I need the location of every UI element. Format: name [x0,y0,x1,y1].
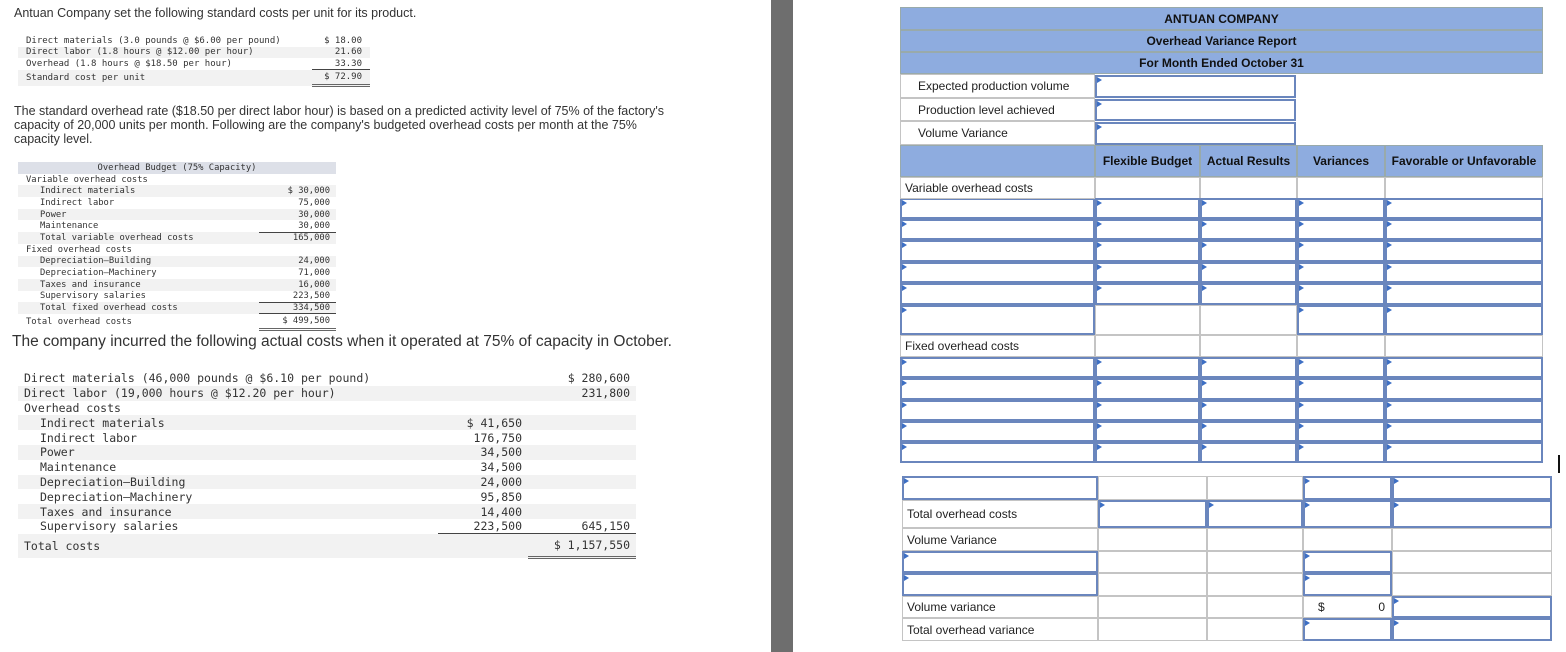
row-label: Overhead (1.8 hours @ $18.50 per hour) [26,58,232,69]
variable-heading: Variable overhead costs [26,174,148,185]
row-label: Indirect labor [40,197,115,208]
row-label: Indirect materials [40,415,165,430]
blank-cell [1200,335,1297,357]
variance-input[interactable] [1297,219,1385,240]
blank-cell [1207,528,1303,551]
actual-results-input[interactable] [1200,442,1297,463]
row-value: 24,000 [298,256,330,267]
row-value: 16,000 [298,279,330,290]
row-value: 34,500 [480,460,522,475]
volume-variance-value-cell [1303,596,1392,618]
row-label: Standard cost per unit [26,72,146,83]
blank-cell [1098,618,1207,641]
blank-cell [1297,335,1385,357]
actual-results-input[interactable] [1200,400,1297,421]
row-value: 165,000 [292,233,330,244]
row-value: $ 41,650 [466,415,522,430]
expected-volume-input[interactable] [1095,75,1296,98]
variance-input[interactable] [1297,421,1385,442]
row-label: Depreciation—Machinery [40,489,193,504]
fixed-overhead-label: Fixed overhead costs [900,335,1095,357]
row-label-input[interactable] [900,357,1095,378]
volume-variance-label: Volume variance [902,596,1098,618]
row-value: 33.30 [312,58,371,70]
row-value: 14,400 [480,504,522,519]
actual-results-input[interactable] [1200,378,1297,400]
blank-cell [1098,551,1207,573]
row-value: 75,000 [298,197,330,208]
blank-cell [1297,177,1385,199]
actual-results-input[interactable] [1200,198,1297,219]
row-value: $ 72.90 [312,70,371,86]
variance-input[interactable] [1303,573,1392,596]
favorable-unfavorable-select[interactable] [1385,240,1543,262]
row-label-input[interactable] [900,283,1095,305]
favorable-unfavorable-select[interactable] [1385,442,1543,463]
variance-input[interactable] [1297,262,1385,283]
blank-cell [1200,177,1297,199]
favorable-unfavorable-select[interactable] [1385,198,1543,219]
variance-input[interactable] [1297,240,1385,262]
column-header-actual-results: Actual Results [1200,145,1297,177]
row-label: Indirect materials [40,186,136,197]
volume-variance-value: 0 [1378,600,1385,614]
row-value: 231,800 [581,386,630,401]
variance-input[interactable] [1303,618,1392,641]
row-label: Total costs [24,538,101,553]
row-value: 24,000 [480,474,522,489]
actual-results-input[interactable] [1200,357,1297,378]
report-title: Overhead Variance Report [900,30,1543,52]
row-value: 95,850 [480,489,522,504]
flexible-budget-input[interactable] [1095,442,1200,463]
blank-cell [1207,476,1303,500]
row-value: 30,000 [298,209,330,220]
volume-variance-head-label: Volume Variance [902,528,1098,551]
table-row [18,70,370,86]
standard-cost-table [18,35,370,87]
variance-input[interactable] [1303,476,1392,500]
achieved-level-input[interactable] [1095,99,1296,121]
variance-input[interactable] [1303,500,1392,528]
blank-cell [1098,596,1207,618]
row-label: Power [40,209,67,220]
blank-cell [1385,177,1543,199]
blank-cell [1303,528,1392,551]
overhead-heading: Overhead costs [24,400,121,415]
row-value: $ 280,600 [567,371,630,386]
row-label-input[interactable] [902,476,1098,500]
row-label-input[interactable] [900,219,1095,240]
flexible-budget-input[interactable] [1095,421,1200,442]
actual-costs-table [18,371,636,559]
variance-input[interactable] [1303,551,1392,573]
flexible-budget-input[interactable] [1095,262,1200,283]
variance-input[interactable] [1297,442,1385,463]
favorable-unfavorable-select[interactable] [1392,476,1552,500]
flexible-budget-input[interactable] [1095,219,1200,240]
row-label-input[interactable] [900,305,1095,335]
blank-cell [1095,335,1200,357]
actual-results-input[interactable] [1207,500,1303,528]
variance-input[interactable] [1297,305,1385,335]
row-value: $ 1,157,550 [528,534,636,558]
row-value: $ 18.00 [324,35,362,46]
blank-cell [1200,305,1297,335]
flexible-budget-input[interactable] [1095,240,1200,262]
row-label-input[interactable] [900,240,1095,262]
row-value: $ 30,000 [287,186,330,197]
row-label-input[interactable] [900,421,1095,442]
row-label-input[interactable] [900,400,1095,421]
blank-cell [1207,551,1303,573]
blank-cell [1095,177,1200,199]
row-value: 71,000 [298,268,330,279]
overhead-budget-table [18,162,336,331]
total-overhead-label: Total overhead costs [902,500,1098,528]
variance-input[interactable] [1297,357,1385,378]
favorable-unfavorable-select[interactable] [1385,219,1543,240]
actual-results-input[interactable] [1200,240,1297,262]
panel-divider[interactable] [771,0,793,652]
flexible-budget-input[interactable] [1098,500,1207,528]
blank-cell [1098,476,1207,500]
blank-cell [1207,596,1303,618]
favorable-unfavorable-select[interactable] [1385,357,1543,378]
actual-results-input[interactable] [1200,421,1297,442]
table-row [18,58,370,70]
favorable-unfavorable-select[interactable] [1385,378,1543,400]
row-label: Total fixed overhead costs [40,303,178,314]
blank-cell [1392,528,1552,551]
row-label: Total overhead costs [26,316,132,327]
row-value: 176,750 [473,430,522,445]
row-label: Maintenance [40,221,99,232]
favorable-unfavorable-select[interactable] [1392,618,1552,641]
flexible-budget-input[interactable] [1095,283,1200,305]
currency-symbol: $ [1318,600,1325,614]
variance-input[interactable] [1297,198,1385,219]
row-value: $ 499,500 [259,314,336,330]
overhead-rate-paragraph: The standard overhead rate ($18.50 per direct labor hour) is based on a predicted activity level of 75% of the factory's capacity of 20,000 units per month. Following are the company's budgeted overhead costs per month at the 75% capacity level. [14,104,664,146]
favorable-unfavorable-select[interactable] [1385,305,1543,335]
flexible-budget-input[interactable] [1095,198,1200,219]
row-value: 645,150 [528,519,636,534]
blank-cell [1392,573,1552,596]
row-label: Depreciation—Machinery [40,268,157,279]
table-row [18,35,370,47]
blank-cell [1392,551,1552,573]
table-row [18,47,370,59]
favorable-unfavorable-select[interactable] [1385,400,1543,421]
actual-costs-intro: The company incurred the following actual costs when it operated at 75% of capacity in October. [12,333,672,350]
row-label: Indirect labor [40,430,137,445]
row-label-input[interactable] [902,573,1098,596]
volume-variance-top-input[interactable] [1095,122,1296,145]
column-header-favorable-unfavorable: Favorable or Unfavorable [1385,145,1543,177]
volume-variance-top-label: Volume Variance [900,121,1095,145]
text-cursor [1558,455,1560,473]
variance-input[interactable] [1297,378,1385,400]
report-period: For Month Ended October 31 [900,52,1543,74]
row-value: 223,500 [259,291,336,303]
row-label: Depreciation—Building [40,474,186,489]
expected-volume-label: Expected production volume [900,74,1095,98]
report-company: ANTUAN COMPANY [900,7,1543,30]
flexible-budget-input[interactable] [1095,378,1200,400]
row-label: Total variable overhead costs [40,232,194,243]
row-value: 334,500 [259,302,336,314]
favorable-unfavorable-select[interactable] [1385,421,1543,442]
column-header-blank [900,145,1095,177]
row-value: 30,000 [259,220,336,232]
favorable-unfavorable-select[interactable] [1392,596,1552,618]
row-label: Taxes and insurance [40,504,172,519]
column-header-flexible-budget: Flexible Budget [1095,145,1200,177]
row-value: 21.60 [334,47,362,58]
actual-results-input[interactable] [1200,219,1297,240]
actual-results-input[interactable] [1200,283,1297,305]
blank-cell [1095,305,1200,335]
intro-text: Antuan Company set the following standard costs per unit for its product. [14,6,417,20]
row-label: Taxes and insurance [40,279,141,290]
row-label-input[interactable] [900,378,1095,400]
blank-cell [1098,528,1207,551]
row-label: Power [40,445,75,460]
budget-title: Overhead Budget (75% Capacity) [18,162,336,174]
row-value: 223,500 [438,519,528,534]
favorable-unfavorable-select[interactable] [1392,500,1552,528]
row-label: Supervisory salaries [40,519,179,534]
blank-cell [1207,573,1303,596]
variance-input[interactable] [1297,400,1385,421]
row-label-input[interactable] [902,551,1098,573]
row-label-input[interactable] [900,442,1095,463]
blank-cell [1098,573,1207,596]
row-label: Direct labor (19,000 hours @ $12.20 per hour) [24,386,336,401]
achieved-level-label: Production level achieved [900,98,1095,121]
fixed-heading: Fixed overhead costs [26,244,132,255]
variance-input[interactable] [1297,283,1385,305]
favorable-unfavorable-select[interactable] [1385,262,1543,283]
favorable-unfavorable-select[interactable] [1385,283,1543,305]
total-variance-label: Total overhead variance [902,618,1098,641]
flexible-budget-input[interactable] [1095,400,1200,421]
actual-results-input[interactable] [1200,262,1297,283]
blank-cell [1207,618,1303,641]
row-label-input[interactable] [900,262,1095,283]
row-label-input[interactable] [900,198,1095,219]
flexible-budget-input[interactable] [1095,357,1200,378]
column-header-variances: Variances [1297,145,1385,177]
row-label: Direct materials (46,000 pounds @ $6.10 per pound) [24,371,371,386]
row-label: Depreciation—Building [40,256,152,267]
row-value: 34,500 [480,445,522,460]
variable-overhead-label: Variable overhead costs [900,177,1095,199]
row-label: Direct labor (1.8 hours @ $12.00 per hour) [26,47,254,58]
row-label: Maintenance [40,460,117,475]
row-label: Supervisory salaries [40,291,146,302]
row-label: Direct materials (3.0 pounds @ $6.00 per pound) [26,35,281,46]
blank-cell [1385,335,1543,357]
